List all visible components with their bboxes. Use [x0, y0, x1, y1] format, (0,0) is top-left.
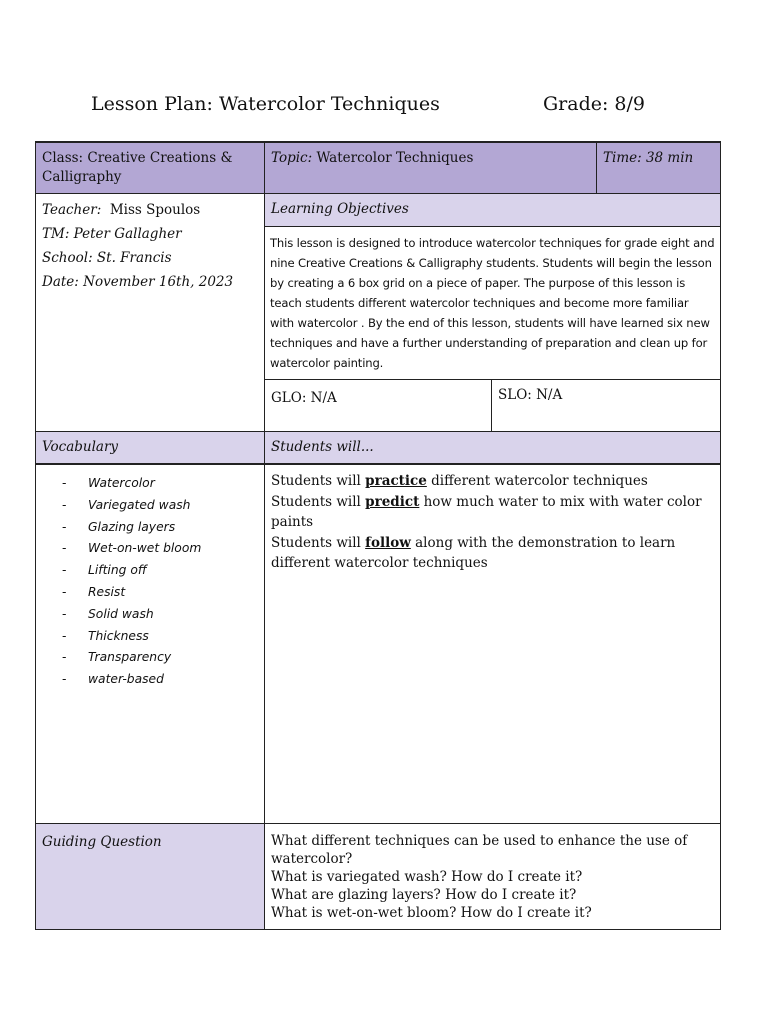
students-will-header: [264, 431, 721, 465]
guiding-question-body: [264, 823, 721, 930]
tm-line: TM: Peter Gallagher: [42, 226, 182, 242]
vocabulary-item: - Wet-on-wet bloom: [62, 538, 264, 560]
time-label: Time: 38 min: [603, 150, 694, 166]
vocabulary-item: - Lifting off: [62, 560, 264, 582]
vocabulary-item: - Transparency: [62, 647, 264, 669]
vocabulary-item: - Variegated wash: [62, 495, 264, 517]
guiding-question-item: What is wet-on-wet bloom? How do I create it?: [271, 905, 592, 921]
topic-cell: [264, 141, 597, 194]
page-title: Lesson Plan: Watercolor Techniques: [91, 93, 440, 115]
teacher-line: [42, 202, 258, 218]
teacher-label: Teacher:: [42, 202, 102, 218]
vocabulary-body: [35, 464, 265, 824]
glo-cell: [264, 379, 492, 432]
guiding-question-item: What different techniques can be used to enhance the use of watercolor?: [271, 833, 688, 867]
students-will-prefix: Students will: [271, 493, 366, 510]
vocabulary-label: Vocabulary: [42, 439, 119, 455]
vocabulary-item: - Resist: [62, 582, 264, 604]
class-cell: [35, 141, 265, 194]
slo-cell: [491, 379, 721, 432]
topic-value: Watercolor Techniques: [312, 150, 474, 166]
class-label: Class: Creative Creations & Calligraphy: [42, 150, 233, 185]
topic-label: Topic:: [271, 150, 313, 166]
vocabulary-item: - Solid wash: [62, 604, 264, 626]
learning-objectives-label: Learning Objectives: [271, 201, 409, 217]
grade-heading: Grade: 8/9: [543, 93, 646, 115]
keyword-predict: predict: [365, 493, 420, 510]
keyword-follow: follow: [365, 534, 411, 551]
teacher-info-cell: [35, 193, 265, 432]
vocabulary-item: - Thickness: [62, 626, 264, 648]
students-will-rest: along with the demonstration to learn different watercolor techniques: [271, 534, 680, 571]
vocabulary-item: - water-based: [62, 669, 264, 691]
students-will-rest: different watercolor techniques: [426, 473, 648, 489]
school-line: School: St. Francis: [42, 250, 172, 266]
students-will-prefix: Students will: [271, 534, 366, 551]
vocabulary-list: [36, 465, 264, 691]
students-will-label: Students will...: [271, 439, 374, 455]
slo-label: SLO: N/A: [498, 387, 563, 403]
glo-label: GLO: N/A: [271, 390, 337, 406]
learning-objectives-text: This lesson is designed to introduce watercolor techniques for grade eight and nine Creative Creations & Calligraphy students. Students will begin the lesson by creating a 6 box grid on a piece of paper. The purpose of this lesson is teach students different watercolor techniques and become more familiar with watercolor . By the end of this lesson, students will have learned six new techniques and have a further understanding of preparation and clean up for watercolor painting.: [270, 236, 715, 370]
students-will-prefix: Students will: [271, 473, 366, 489]
vocabulary-item: - Watercolor: [62, 473, 264, 495]
students-will-rest: how much water to mix with water color paints: [271, 493, 706, 530]
students-will-item-follow: [271, 533, 714, 574]
time-cell: [596, 141, 721, 194]
guiding-question-item: What is variegated wash? How do I create it?: [271, 869, 583, 885]
teacher-name: Miss Spoulos: [101, 202, 201, 218]
learning-objectives-header: [264, 193, 721, 227]
learning-objectives-body: [264, 226, 721, 380]
students-will-body: [264, 464, 721, 824]
vocabulary-item: - Glazing layers: [62, 517, 264, 539]
date-line: Date: November 16th, 2023: [42, 274, 234, 290]
students-will-item-predict: [271, 492, 714, 533]
students-will-item-practice: [271, 471, 714, 492]
guiding-question-header: [35, 823, 265, 930]
guiding-question-item: What are glazing layers? How do I create it?: [271, 887, 577, 903]
keyword-practice: practice: [365, 473, 427, 489]
vocabulary-header: [35, 431, 265, 465]
guiding-question-label: Guiding Question: [42, 834, 162, 850]
